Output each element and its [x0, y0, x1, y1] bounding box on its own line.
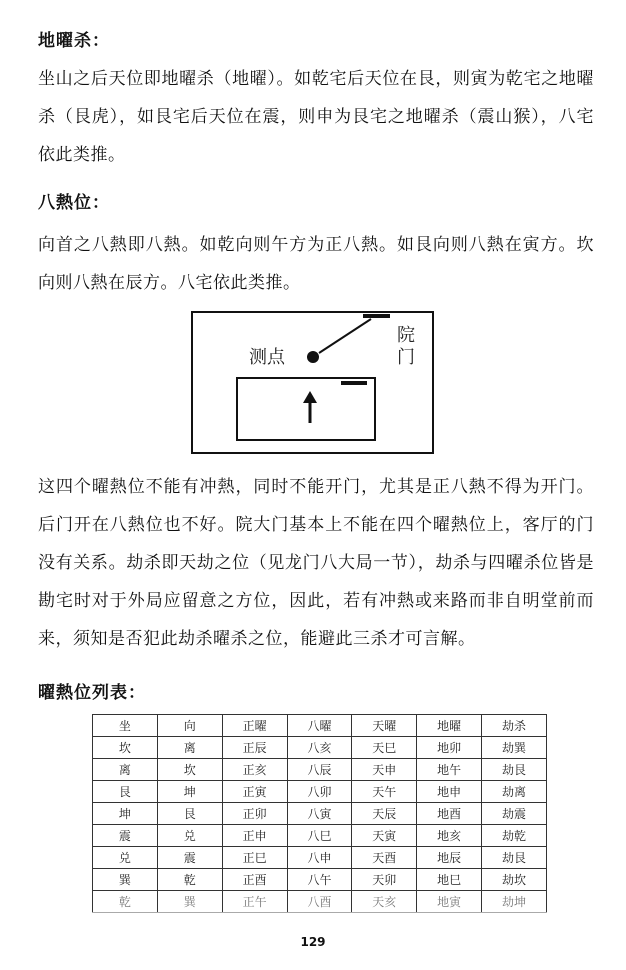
survey-point-label: 测点 [249, 347, 285, 368]
table-row [93, 847, 547, 869]
table-cell: 地寅 [417, 891, 482, 913]
table-cell: 劫艮 [482, 847, 547, 869]
table-cell: 劫巽 [482, 737, 547, 759]
direction-line [319, 319, 371, 353]
paragraph-text: 向首之八熱即八熱。如乾向则午方为正八熱。如艮向则八熱在寅方。坎向则八熱在辰方。八宅依此类推。 [38, 235, 594, 293]
table-cell: 巽 [93, 869, 158, 891]
table-cell: 地申 [417, 781, 482, 803]
table-cell: 坎 [157, 759, 222, 781]
table-row [93, 737, 547, 759]
table-cell: 地亥 [417, 825, 482, 847]
table-cell: 艮 [157, 803, 222, 825]
table-cell: 巽 [157, 891, 222, 913]
table-cell: 天午 [352, 781, 417, 803]
table-header-cell: 正曜 [222, 715, 287, 737]
table-cell: 正巳 [222, 847, 287, 869]
table-cell: 兑 [93, 847, 158, 869]
paragraph-ground-sha [38, 60, 594, 174]
table-cell: 八卯 [287, 781, 352, 803]
table-cell: 坤 [93, 803, 158, 825]
table-cell: 坤 [157, 781, 222, 803]
table-cell: 劫坎 [482, 869, 547, 891]
table-cell: 八辰 [287, 759, 352, 781]
house-diagram [191, 311, 434, 454]
table-cell: 离 [157, 737, 222, 759]
table-header-cell: 地曜 [417, 715, 482, 737]
table-cell: 正酉 [222, 869, 287, 891]
paragraph-text: 坐山之后天位即地曜杀（地曜）。如乾宅后天位在艮，则寅为乾宅之地曜杀（艮虎），如艮宅后天位在震，则申为艮宅之地曜杀（震山猴），八宅依此类推。 [38, 69, 594, 165]
table-cell: 劫乾 [482, 825, 547, 847]
table-cell: 天寅 [352, 825, 417, 847]
sha-position-table [92, 714, 547, 913]
table-cell: 劫艮 [482, 759, 547, 781]
sha-table [92, 714, 547, 913]
table-cell: 乾 [157, 869, 222, 891]
table-row [93, 803, 547, 825]
up-arrow-icon [303, 391, 317, 423]
table-cell: 离 [93, 759, 158, 781]
table-cell: 震 [93, 825, 158, 847]
table-cell: 正卯 [222, 803, 287, 825]
table-cell: 地辰 [417, 847, 482, 869]
table-header-cell: 劫杀 [482, 715, 547, 737]
page-number: 129 [300, 935, 326, 949]
table-cell: 八亥 [287, 737, 352, 759]
paragraph-text: 这四个曜熱位不能有冲熱，同时不能开门，尤其是正八熱不得为开门。后门开在八熱位也不好。院大门基本上不能在四个曜熱位上，客厅的门没有关系。劫杀即天劫之位（见龙门八大局一节），劫杀与四曜杀位皆是勘宅时对于外局应留意之方位，因此，若有冲熱或来路而非自明堂前而来，须知是否犯此劫杀曜杀之位，能避此三杀才可言解。 [38, 477, 594, 649]
table-cell: 天申 [352, 759, 417, 781]
table-row [93, 825, 547, 847]
table-cell: 正午 [222, 891, 287, 913]
table-cell: 坎 [93, 737, 158, 759]
table-header-cell: 八曜 [287, 715, 352, 737]
table-cell: 八巳 [287, 825, 352, 847]
table-cell: 地巳 [417, 869, 482, 891]
table-cell: 正申 [222, 825, 287, 847]
heading-table: 曜熱位列表： [38, 683, 146, 703]
paragraph-notes [38, 468, 594, 658]
heading-eight-sha: 八熱位： [38, 193, 110, 213]
table-cell: 正寅 [222, 781, 287, 803]
table-row [93, 891, 547, 913]
table-cell: 劫震 [482, 803, 547, 825]
table-header-row [93, 715, 547, 737]
table-cell: 八寅 [287, 803, 352, 825]
table-row [93, 759, 547, 781]
table-row [93, 781, 547, 803]
table-cell: 正辰 [222, 737, 287, 759]
table-cell: 八申 [287, 847, 352, 869]
table-cell: 天亥 [352, 891, 417, 913]
paragraph-eight-sha [38, 226, 594, 302]
yard-gate-label: 院门 [397, 325, 415, 368]
table-cell: 天卯 [352, 869, 417, 891]
table-cell: 劫离 [482, 781, 547, 803]
building-outline [237, 378, 375, 440]
table-cell: 兑 [157, 825, 222, 847]
table-cell: 地午 [417, 759, 482, 781]
table-cell: 乾 [93, 891, 158, 913]
table-header-cell: 天曜 [352, 715, 417, 737]
table-cell: 艮 [93, 781, 158, 803]
table-cell: 劫坤 [482, 891, 547, 913]
table-cell: 天酉 [352, 847, 417, 869]
table-row [93, 869, 547, 891]
table-cell: 八酉 [287, 891, 352, 913]
heading-ground-sha: 地曜杀： [38, 31, 110, 51]
table-header-cell: 向 [157, 715, 222, 737]
table-cell: 地卯 [417, 737, 482, 759]
table-cell: 震 [157, 847, 222, 869]
table-header-cell: 坐 [93, 715, 158, 737]
table-cell: 天辰 [352, 803, 417, 825]
table-cell: 正亥 [222, 759, 287, 781]
table-cell: 地酉 [417, 803, 482, 825]
table-cell: 天巳 [352, 737, 417, 759]
survey-point-icon [307, 351, 319, 363]
table-cell: 八午 [287, 869, 352, 891]
